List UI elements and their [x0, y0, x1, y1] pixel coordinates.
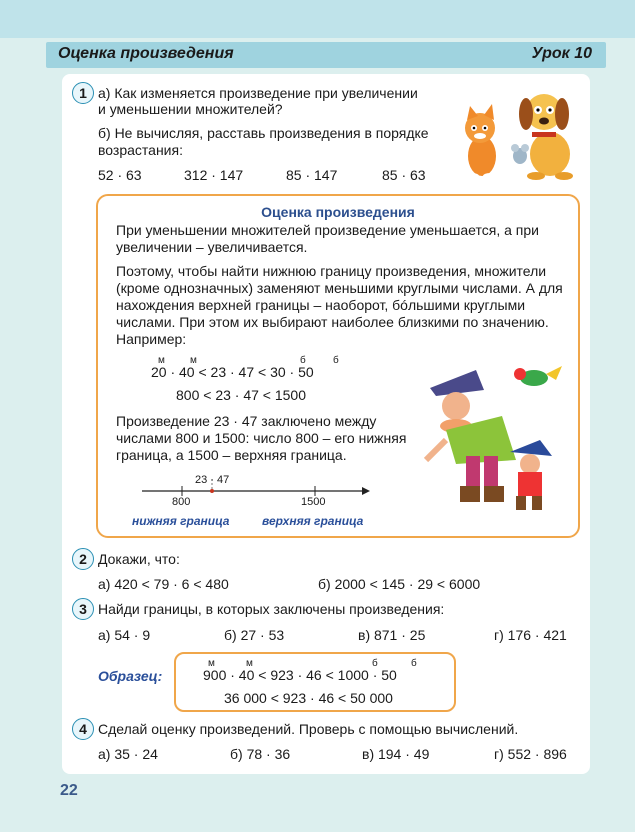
number-line-high-label: 1500: [301, 496, 326, 508]
ex2-item-b: б) 2000 < 145 · 29 < 6000: [318, 576, 481, 592]
example-inequality-bounds: 20 · 40 < 23 · 47 < 30 · 50: [151, 364, 314, 380]
mark-m: м: [208, 658, 215, 669]
rule-paragraph2-line4: числами. При этом их выбирают наиболее близкими по значению.: [116, 314, 549, 330]
ex2-text: Докажи, что:: [98, 551, 180, 567]
number-line-mid-label: 23 · 47: [195, 474, 230, 486]
sample-label: Образец:: [98, 668, 163, 684]
mouse-icon: [511, 144, 529, 164]
parrot-icon: [514, 366, 562, 386]
upper-bound-label: верхняя граница: [262, 514, 364, 528]
pirate-illustration: [416, 360, 566, 520]
rule-paragraph3-line2: числами 800 и 1500: число 800 – его нижняя: [116, 430, 407, 446]
ex3-item: г) 176 · 421: [494, 627, 567, 643]
ex1-product: 52 · 63: [98, 167, 142, 183]
rule-paragraph3-line3: граница, а 1500 – верхняя граница.: [116, 447, 347, 463]
ex4-item: в) 194 · 49: [362, 746, 430, 762]
rule-paragraph2-line3: нахождения верхней границы – наоборот, бóльшими круглыми: [116, 297, 526, 313]
ex2-item-a: а) 420 < 79 · 6 < 480: [98, 576, 229, 592]
lesson-number: Урок 10: [531, 45, 592, 62]
ex3-item: а) 54 · 9: [98, 627, 151, 643]
ex4-item: а) 35 · 24: [98, 746, 158, 762]
ex1-product: 85 · 147: [286, 167, 338, 183]
page-number: 22: [60, 782, 78, 799]
mark-b: б: [333, 355, 339, 366]
mark-b: б: [372, 658, 378, 669]
small-pirate-icon: [510, 440, 552, 510]
ex3-item: в) 871 · 25: [358, 627, 426, 643]
ex1-question-b-line2: возрастания:: [98, 142, 183, 158]
ex1-product: 85 · 63: [382, 167, 426, 183]
exercise-1-number: 1: [72, 82, 94, 104]
exercise-2-number: 2: [72, 548, 94, 570]
ex1-question-b-line1: б) Не вычисляя, расставь произведения в порядке: [98, 125, 429, 141]
mark-m: м: [190, 355, 197, 366]
mark-b: б: [300, 355, 306, 366]
exercise-4-number: 4: [72, 718, 94, 740]
ex3-item: б) 27 · 53: [224, 627, 285, 643]
lesson-title: Оценка произведения: [58, 45, 234, 62]
lower-bound-label: нижняя граница: [132, 514, 230, 528]
ex4-item: г) 552 · 896: [494, 746, 567, 762]
rule-paragraph3-line1: Произведение 23 · 47 заключено между: [116, 413, 377, 429]
exercise-3-number: 3: [72, 598, 94, 620]
mark-m: м: [158, 355, 165, 366]
ex1-product: 312 · 147: [184, 167, 244, 183]
rule-title: Оценка произведения: [261, 204, 415, 220]
number-line-low-label: 800: [172, 496, 191, 508]
top-band: [0, 0, 635, 38]
rule-paragraph2-line1: Поэтому, чтобы найти нижнюю границу произведения, множители: [116, 263, 547, 279]
ex1-question-a-line2: и уменьшении множителей?: [98, 101, 283, 117]
rule-paragraph2-line2: (кроме однозначных) заменяют меньшими круглыми числами. А для: [116, 280, 563, 296]
ex4-item: б) 78 · 36: [230, 746, 291, 762]
sample-line2: 36 000 < 923 · 46 < 50 000: [224, 690, 393, 706]
ex3-text: Найди границы, в которых заключены произведения:: [98, 601, 445, 617]
cat-and-dog-illustration: [452, 84, 582, 182]
ex1-question-a-line1: а) Как изменяется произведение при увеличении: [98, 85, 418, 101]
ex4-text: Сделай оценку произведений. Проверь с помощью вычислений.: [98, 721, 519, 737]
mark-m: м: [246, 658, 253, 669]
example-inequality-result: 800 < 23 · 47 < 1500: [176, 387, 306, 403]
rule-paragraph1-line1: При уменьшении множителей произведение уменьшается, а при: [116, 222, 539, 238]
cat-icon: [465, 104, 497, 179]
dog-icon: [519, 94, 573, 180]
lesson-header: [46, 42, 606, 68]
sample-line1: 900 · 40 < 923 · 46 < 1000 · 50: [203, 667, 397, 683]
mark-b: б: [411, 658, 417, 669]
pirate-figure-icon: [426, 370, 516, 502]
rule-paragraph1-line2: увеличении – увеличивается.: [116, 239, 308, 255]
rule-paragraph2-line5: Например:: [116, 331, 187, 347]
